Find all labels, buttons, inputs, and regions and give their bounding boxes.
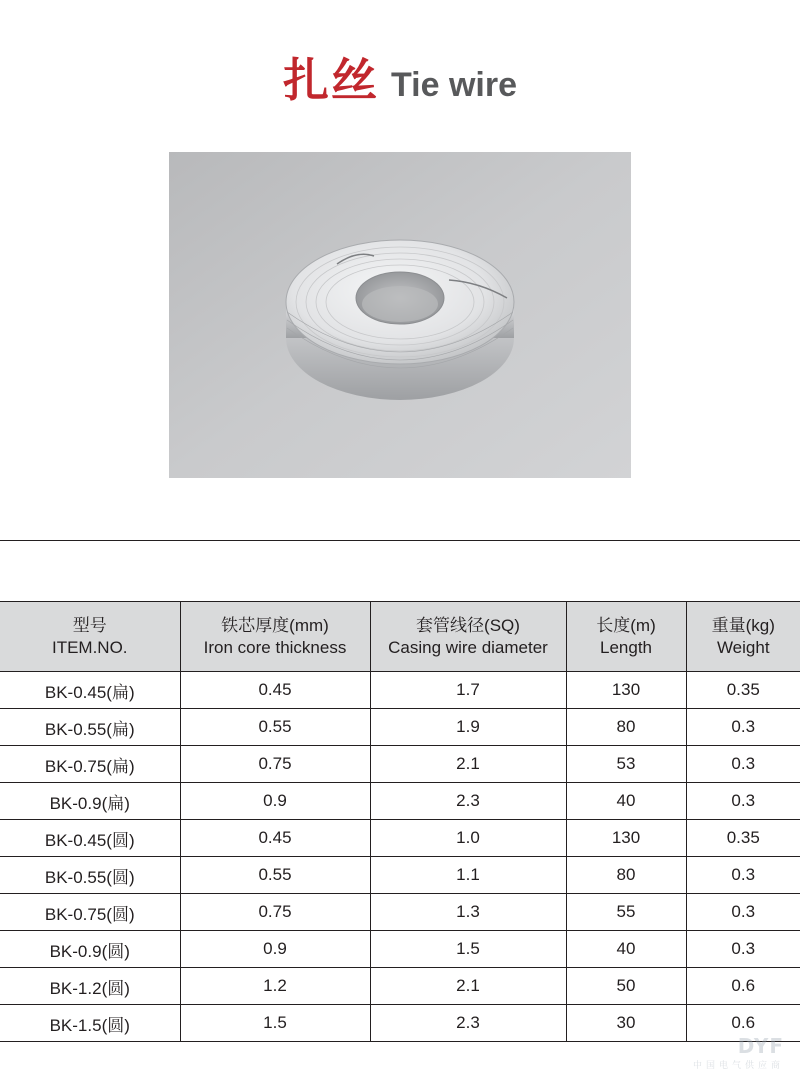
- cell-weight: 0.6: [686, 1005, 800, 1042]
- table-row: [0, 672, 800, 709]
- cell-casing-diameter: 1.7: [370, 672, 566, 709]
- cell-length: 80: [566, 709, 686, 746]
- table-row: [0, 968, 800, 1005]
- header-label-en: Iron core thickness: [203, 637, 347, 657]
- table-row: [0, 820, 800, 857]
- header-label-cn: 型号: [72, 615, 107, 635]
- cell-item-no: BK-0.45(圆): [0, 820, 180, 857]
- cell-item-no: BK-0.55(圆): [0, 857, 180, 894]
- title-english: Tie wire: [391, 66, 517, 104]
- cell-length: 30: [566, 1005, 686, 1042]
- cell-casing-diameter: 1.9: [370, 709, 566, 746]
- cell-weight: 0.6: [686, 968, 800, 1005]
- cell-core-thickness: 0.55: [180, 709, 370, 746]
- cell-length: 53: [566, 746, 686, 783]
- cell-casing-diameter: 1.0: [370, 820, 566, 857]
- product-photo: [169, 152, 631, 478]
- table-row: [0, 709, 800, 746]
- table-row: [0, 783, 800, 820]
- table-row: [0, 746, 800, 783]
- header-label-en: ITEM.NO.: [51, 637, 128, 657]
- cell-length: 80: [566, 857, 686, 894]
- cell-item-no: BK-1.5(圆): [0, 1005, 180, 1042]
- header-label-cn: 铁芯厚度(mm): [221, 615, 329, 635]
- watermark-logo: [693, 1034, 784, 1071]
- watermark-subtitle: 中国电气供应商: [692, 1061, 784, 1071]
- header-label-cn: 长度(m): [596, 615, 656, 635]
- cell-weight: 0.3: [686, 857, 800, 894]
- cell-length: 40: [566, 931, 686, 968]
- cell-weight: 0.35: [686, 820, 800, 857]
- cell-item-no: BK-1.2(圆): [0, 968, 180, 1005]
- cell-length: 50: [566, 968, 686, 1005]
- title-chinese: 扎丝: [283, 53, 379, 107]
- cell-casing-diameter: 1.1: [370, 857, 566, 894]
- cell-length: 55: [566, 894, 686, 931]
- cell-core-thickness: 0.55: [180, 857, 370, 894]
- cell-core-thickness: 0.75: [180, 746, 370, 783]
- section-divider: [0, 540, 800, 541]
- table-row: [0, 1005, 800, 1042]
- cell-weight: 0.3: [686, 709, 800, 746]
- cell-item-no: BK-0.9(圆): [0, 931, 180, 968]
- spec-table: [0, 601, 800, 1042]
- cell-core-thickness: 1.2: [180, 968, 370, 1005]
- cell-length: 40: [566, 783, 686, 820]
- table-row: [0, 931, 800, 968]
- cell-item-no: BK-0.55(扁): [0, 709, 180, 746]
- header-weight: [686, 602, 800, 672]
- cell-core-thickness: 0.45: [180, 820, 370, 857]
- table-row: [0, 894, 800, 931]
- cell-weight: 0.3: [686, 931, 800, 968]
- page-title: [0, 44, 800, 110]
- cell-length: 130: [566, 672, 686, 709]
- cell-casing-diameter: 2.3: [370, 1005, 566, 1042]
- header-length: [566, 602, 686, 672]
- cell-core-thickness: 0.45: [180, 672, 370, 709]
- cell-casing-diameter: 1.3: [370, 894, 566, 931]
- watermark-logo-text: DYF: [737, 1034, 784, 1058]
- header-core-thickness: [180, 602, 370, 672]
- cell-item-no: BK-0.75(圆): [0, 894, 180, 931]
- cell-casing-diameter: 2.1: [370, 968, 566, 1005]
- cell-item-no: BK-0.45(扁): [0, 672, 180, 709]
- cell-casing-diameter: 1.5: [370, 931, 566, 968]
- header-casing-diameter: [370, 602, 566, 672]
- header-label-cn: 套管线径(SQ): [416, 615, 520, 635]
- cell-core-thickness: 0.9: [180, 783, 370, 820]
- table-row: [0, 857, 800, 894]
- cell-casing-diameter: 2.3: [370, 783, 566, 820]
- cell-length: 130: [566, 820, 686, 857]
- header-label-en: Length: [600, 637, 652, 657]
- cell-weight: 0.35: [686, 672, 800, 709]
- header-label-cn: 重量(kg): [711, 615, 775, 635]
- cell-weight: 0.3: [686, 894, 800, 931]
- cell-item-no: BK-0.75(扁): [0, 746, 180, 783]
- header-item-no: [0, 602, 180, 672]
- cell-item-no: BK-0.9(扁): [0, 783, 180, 820]
- header-label-en: Casing wire diameter: [388, 637, 548, 657]
- table-header-row: [0, 602, 800, 672]
- cell-weight: 0.3: [686, 783, 800, 820]
- cell-core-thickness: 0.75: [180, 894, 370, 931]
- cell-core-thickness: 0.9: [180, 931, 370, 968]
- header-label-en: Weight: [716, 637, 770, 657]
- cell-casing-diameter: 2.1: [370, 746, 566, 783]
- cell-weight: 0.3: [686, 746, 800, 783]
- cell-core-thickness: 1.5: [180, 1005, 370, 1042]
